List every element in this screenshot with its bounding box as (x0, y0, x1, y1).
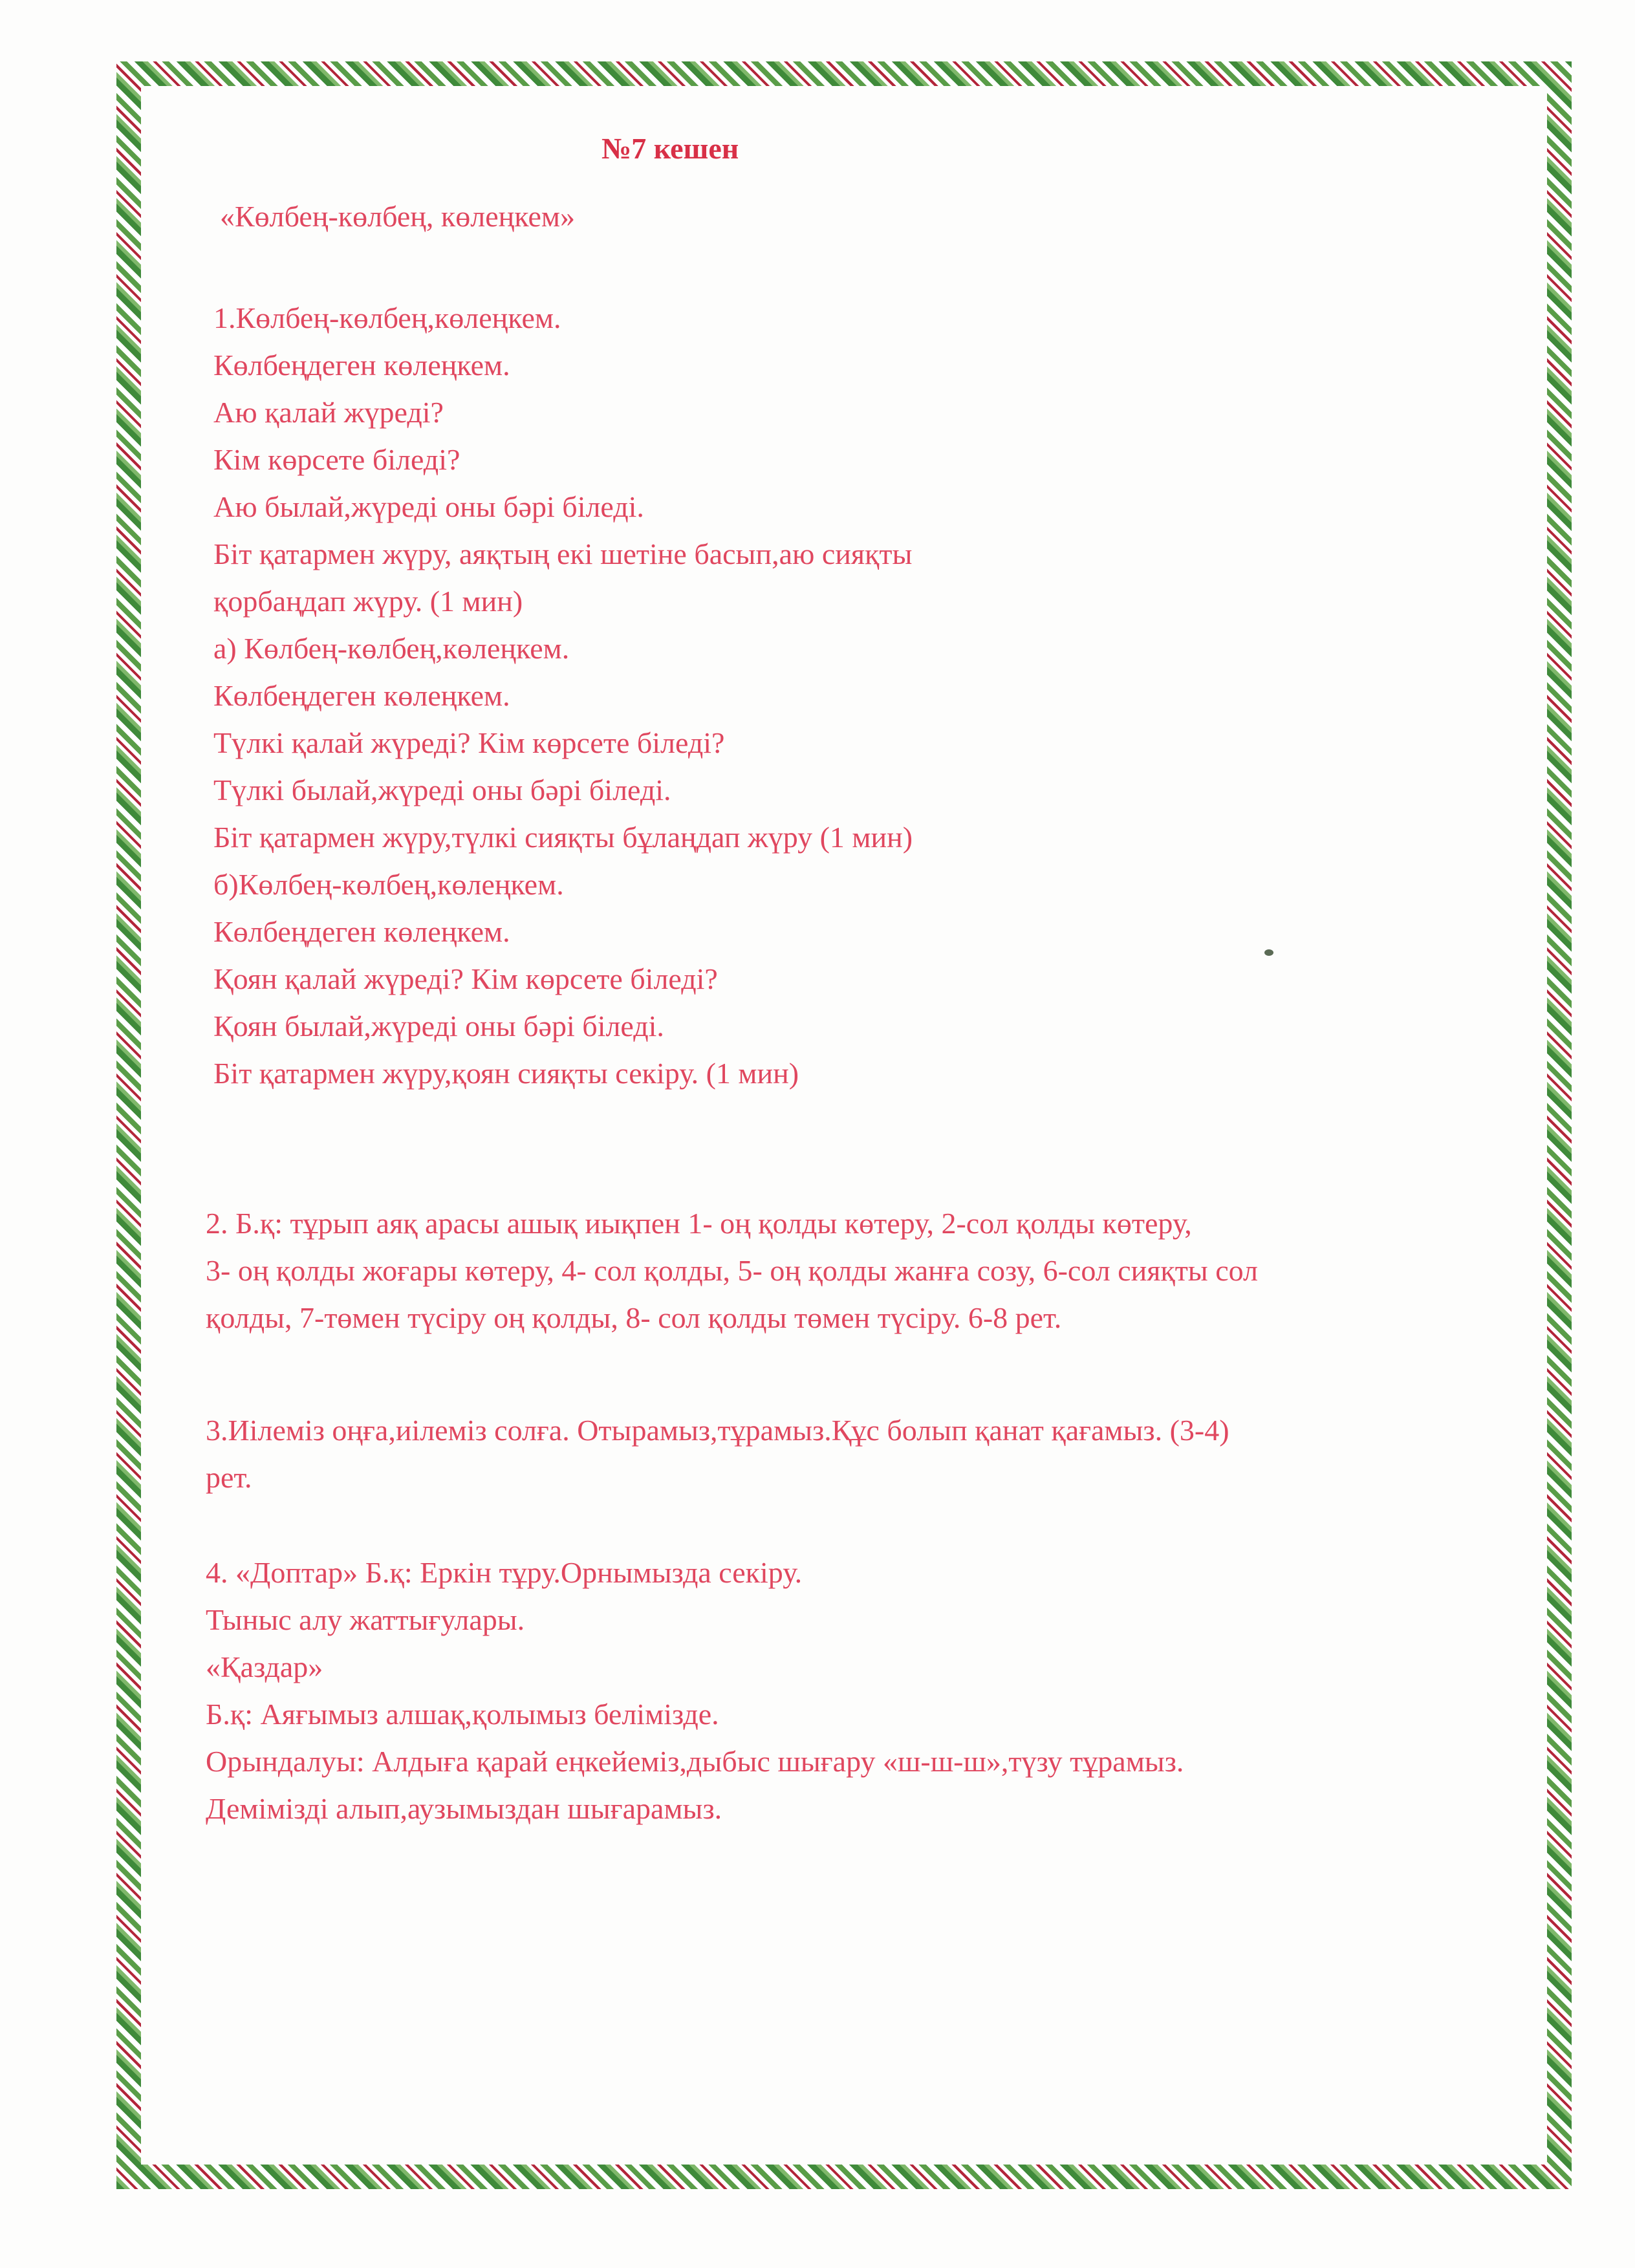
text-line: 1.Көлбең-көлбең,көлеңкем. (213, 301, 561, 334)
text-line: Аю қалай жүреді? (213, 396, 444, 429)
text-line: Орындалуы: Алдыға қарай еңкейеміз,дыбыс шығару «ш-ш-ш»,түзу тұрамыз. (206, 1745, 1184, 1778)
text-line: 3.Иілеміз оңға,иілеміз солға. Отырамыз,тұрамыз.Құс болып қанат қағамыз. (3-4) (206, 1414, 1229, 1447)
text-line: Демімізді алып,аузымыздан шығарамыз. (206, 1792, 722, 1825)
text-line: 3- оң қолды жоғары көтеру, 4- сол қолды, 5- оң қолды жанға созу, 6-сол сияқты сол (206, 1254, 1258, 1287)
text-line: қорбаңдап жүру. (1 мин) (213, 585, 523, 618)
text-line: Түлкі былай,жүреді оны бәрі біледі. (213, 773, 671, 806)
section-2 (206, 1200, 1258, 1341)
text-line: Біт қатармен жүру, аяқтың екі шетіне басып,аю сияқты (213, 537, 913, 570)
text-line: Аю былай,жүреді оны бәрі біледі. (213, 490, 644, 523)
section-4 (206, 1549, 1184, 1832)
text-line: «Қаздар» (206, 1650, 323, 1683)
scan-speck (1264, 949, 1273, 956)
page-title: №7 кешен (601, 132, 739, 165)
text-line: Тыныс алу жаттығулары. (206, 1603, 525, 1636)
text-line: 2. Б.қ: тұрып аяқ арасы ашық иықпен 1- оң қолды көтеру, 2-сол қолды көтеру, (206, 1207, 1192, 1240)
text-line: рет. (206, 1461, 252, 1494)
text-line: Қоян қалай жүреді? Кім көрсете біледі? (213, 962, 718, 995)
section-3 (206, 1407, 1229, 1501)
text-line: 4. «Доптар» Б.қ: Еркін тұру.Орнымызда секіру. (206, 1556, 803, 1589)
text-line: Көлбеңдеген көлеңкем. (213, 349, 510, 382)
text-line: Түлкі қалай жүреді? Кім көрсете біледі? (213, 726, 725, 759)
text-line: а) Көлбең-көлбең,көлеңкем. (213, 632, 570, 665)
text-line: Көлбеңдеген көлеңкем. (213, 915, 510, 948)
text-line: Көлбеңдеген көлеңкем. (213, 679, 510, 712)
text-line: б)Көлбең-көлбең,көлеңкем. (213, 868, 564, 901)
text-line: Кім көрсете біледі? (213, 443, 460, 476)
text-line: Қоян былай,жүреді оны бәрі біледі. (213, 1010, 664, 1042)
text-line: қолды, 7-төмен түсіру оң қолды, 8- сол қолды төмен түсіру. 6-8 рет. (206, 1301, 1062, 1334)
text-line: Б.қ: Аяғымыз алшақ,қолымыз белімізде. (206, 1698, 719, 1731)
section-1 (213, 294, 913, 1097)
text-line: Біт қатармен жүру,түлкі сияқты бұлаңдап жүру (1 мин) (213, 821, 913, 854)
page-subtitle: «Көлбең-көлбең, көлеңкем» (220, 200, 575, 233)
text-line: Біт қатармен жүру,қоян сияқты секіру. (1 мин) (213, 1057, 799, 1090)
